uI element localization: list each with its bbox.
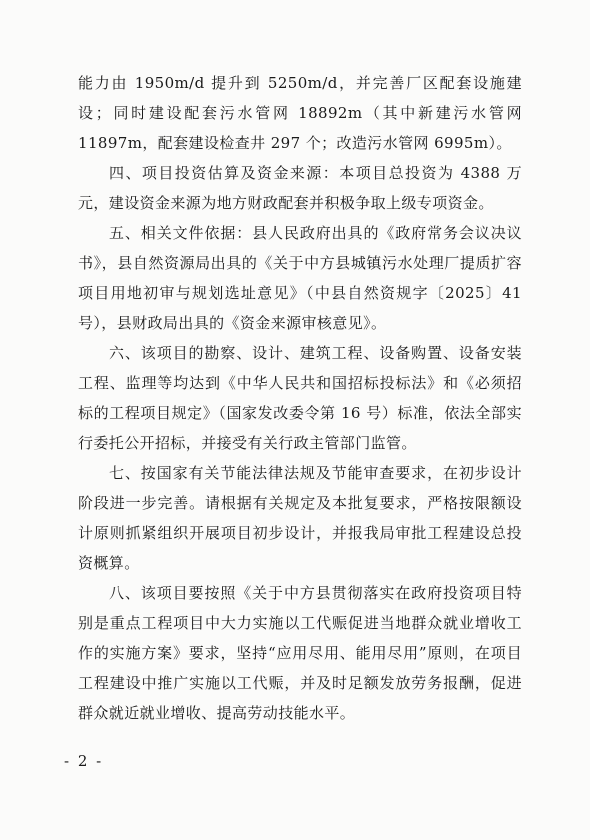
paragraph-section-7-energy: 七、按国家有关节能法律法规及节能审查要求，在初步设计阶段进一步完善。请根据有关规定及本批复要求，严格按限额设计原则抓紧组织开展项目初步设计，并报我局审批工程建设总投资概算。 [78, 464, 522, 572]
paragraph-section-5-documents: 五、相关文件依据：县人民政府出具的《政府常务会议决议书》，县自然资源局出具的《关于中方县城镇污水处理厂提质扩容项目用地初审与规划选址意见》（中县自然资规字〔2025〕41号），县财政局出具的《资金来源审核意见》。 [78, 224, 522, 332]
page-number: - 2 - [64, 752, 104, 770]
document-body [78, 68, 522, 728]
paragraph-section-8-work-relief: 八、该项目要按照《关于中方县贯彻落实在政府投资项目特别是重点工程项目中大力实施以工代赈促进当地群众就业增收工作的实施方案》要求，坚持“应用尽用、能用尽用”原则，在项目工程建设中推广实施以工代赈，并及时足额发放劳务报酬，促进群众就近就业增收、提高劳动技能水平。 [78, 584, 522, 722]
paragraph-section-6-bidding: 六、该项目的勘察、设计、建筑工程、设备购置、设备安装工程、监理等均达到《中华人民共和国招标投标法》和《必须招标的工程项目规定》（国家发改委令第 16 号）标准，依法全部实行委托公开招标，并接受有关行政主管部门监管。 [78, 344, 522, 452]
paragraph-capacity-continuation: 能力由 1950m/d 提升到 5250m/d，并完善厂区配套设施建设；同时建设配套污水管网 18892m（其中新建污水管网 11897m，配套建设检查井 297 个；改造污水管网 6995m）。 [78, 74, 522, 152]
paragraph-section-4-investment: 四、项目投资估算及资金来源：本项目总投资为 4388 万元，建设资金来源为地方财政配套并积极争取上级专项资金。 [78, 164, 522, 212]
